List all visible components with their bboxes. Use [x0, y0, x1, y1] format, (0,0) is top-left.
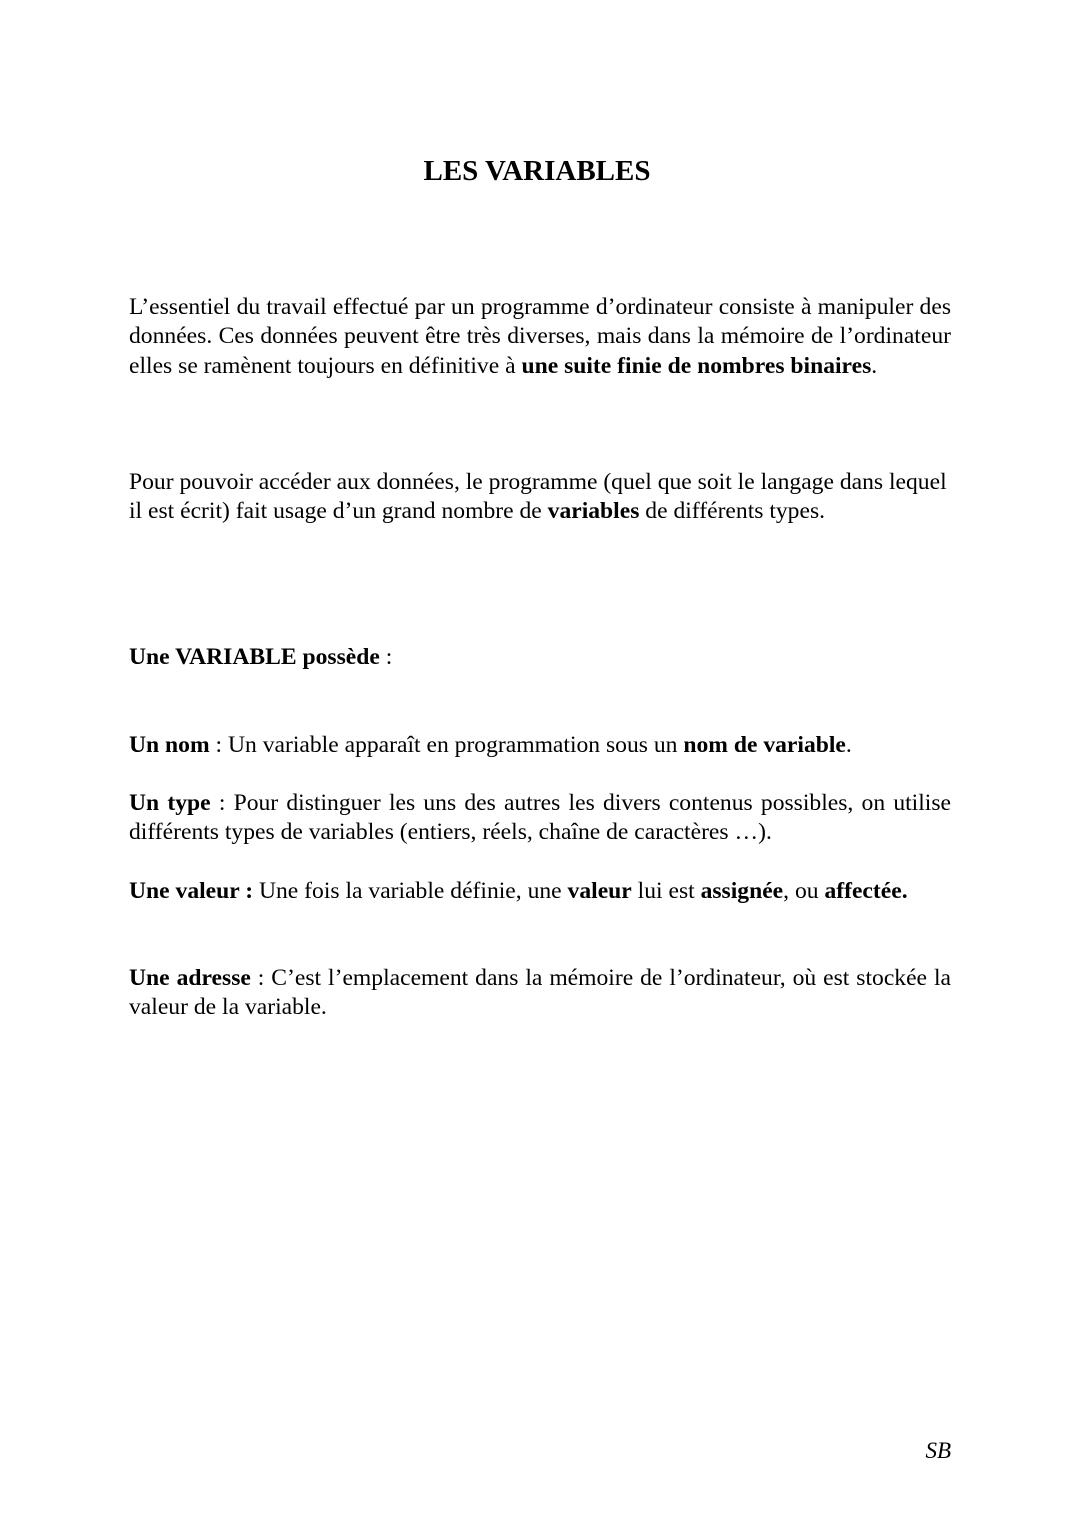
property-valeur-text-2: lui est	[631, 878, 701, 904]
property-nom	[129, 731, 951, 760]
property-type	[129, 789, 951, 848]
property-nom-text: : Un variable apparaît en programmation sous un	[209, 732, 684, 758]
property-nom-label: Un nom	[129, 732, 210, 758]
footer-initials: SB	[925, 1438, 951, 1463]
access-bold-variables: variables	[547, 498, 640, 525]
property-adresse-text: : C’est l’emplacement dans la mémoire de l’ordinateur, où est stockée la valeur de la variable.	[129, 965, 951, 1021]
section-heading	[129, 643, 951, 672]
section-heading-bold: Une VARIABLE possède	[129, 644, 380, 670]
intro-text: L’essentiel du travail effectué par un programme d’ordinateur consiste à manipuler des données. Ces données peuvent être très diverses, mais dans la mémoire de l’ordinateur elles se ramènent toujours en définitive à	[129, 294, 951, 379]
property-type-label: Un type	[129, 790, 211, 816]
property-valeur-text-3: , ou	[783, 878, 825, 904]
property-nom-period: .	[845, 732, 852, 758]
property-valeur-text: Une fois la variable définie, une	[253, 878, 568, 904]
intro-period: .	[871, 352, 878, 379]
property-valeur-label: Une valeur :	[129, 878, 254, 904]
property-type-text: : Pour distinguer les uns des autres les divers contenus possibles, on utilise différents types de variables (entiers, réels, chaîne de caractères …).	[129, 790, 952, 846]
property-valeur-bold-valeur: valeur	[567, 878, 632, 904]
property-valeur	[129, 877, 951, 906]
access-paragraph	[129, 468, 951, 527]
access-text: Pour pouvoir accéder aux données, le programme (quel que soit le langage dans lequel il est écrit) fait usage d’un grand nombre de	[129, 469, 947, 525]
property-adresse-label: Une adresse	[129, 965, 251, 991]
intro-bold-phrase: une suite finie de nombres binaires	[521, 352, 872, 379]
access-text-end: de différents types.	[639, 498, 826, 525]
intro-paragraph	[129, 293, 951, 381]
section-heading-colon: :	[379, 644, 393, 670]
property-nom-bold: nom de variable	[683, 732, 846, 758]
page-title: LES VARIABLES	[423, 155, 651, 187]
property-valeur-bold-affectee: affectée.	[824, 878, 908, 904]
property-valeur-bold-assignee: assignée	[700, 878, 784, 904]
property-adresse	[129, 964, 951, 1023]
